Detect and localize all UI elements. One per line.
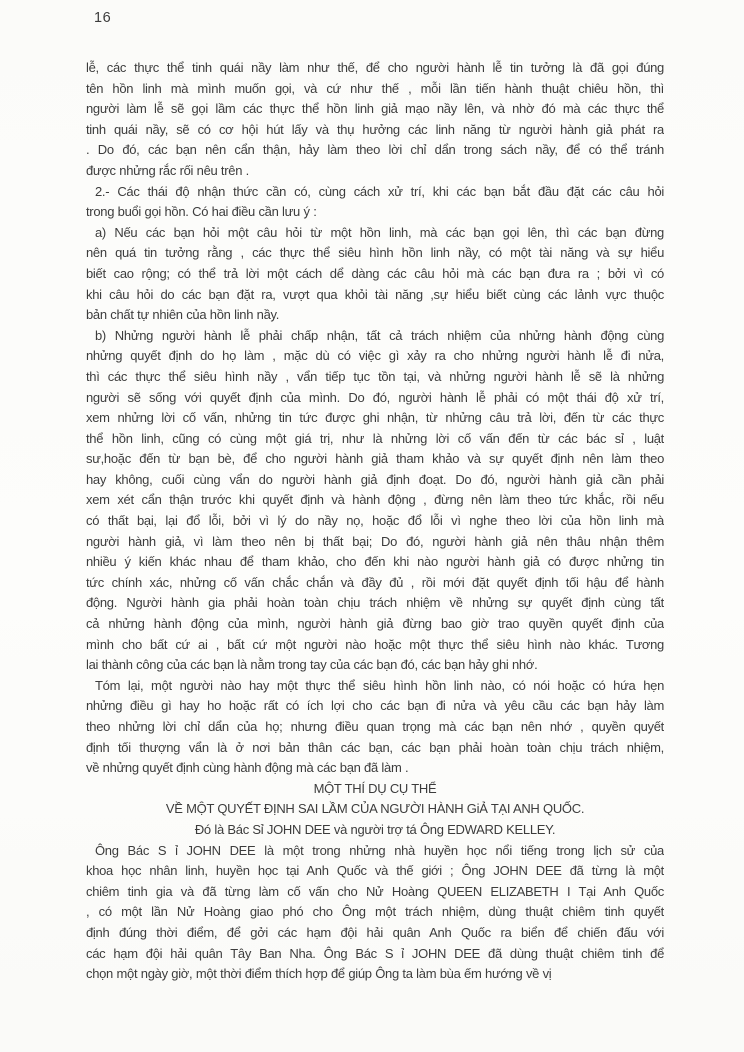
text-line: nhửng điều gì hay ho hoặc rất có ích lợi cho các bạn đi nửa và yêu cầu các bạn hảy làm	[86, 698, 664, 714]
text-line: Ông Bác S ỉ JOHN DEE là một trong nhửng nhà huyền học nổi tiếng trong lịch sử của	[95, 842, 664, 858]
text-line: khi câu hỏi do các bạn đặt ra, vượt qua khỏi tài năng ,sự hiểu biết cùng các lảnh vực thuộc	[86, 286, 664, 302]
text-line: a) Nếu các bạn hỏi một câu hỏi từ một hồn linh, mà các bạn gọi lên, thì các bạn đừng	[95, 224, 664, 240]
text-line: xem xét cẩn thận trước khi quyết định và hành động , đừng nên làm theo tức khắc, rồi nếu	[86, 492, 664, 508]
text-line: định tối thượng vẩn là ở nơi bản thân các bạn, các bạn phải hoàn toàn chịu trách nhiệm,	[86, 739, 664, 755]
heading-line: Đó là Bác Sỉ JOHN DEE và người trợ tá Ông EDWARD KELLEY.	[194, 821, 556, 837]
text-line: nên quá tin tưởng rằng , các thực thể siêu hình hồn linh nầy, có một tài năng và sự hiểu	[86, 245, 664, 261]
text-line: người hành giả, vì làm theo nên bị thất bại; Do đó, người hành giả nên thâu nhận thêm	[86, 533, 664, 549]
text-line: khoa học nhân linh, huyền học tại Anh Quốc và thế giới ; Ông JOHN DEE đã từng là một	[86, 863, 664, 879]
text-line: trong buổi gọi hồn. Có hai điều cần lưu ý :	[86, 204, 317, 220]
text-line: lai thành công của các bạn là nằm trong tay của các bạn đó, các bạn hảy ghi nhớ.	[86, 657, 538, 673]
text-line: , có một lần Nử Hoàng giao phó cho Ông một trách nhiệm, dùng thuật chiêm tinh quyết	[86, 904, 664, 920]
text-line: chọn một ngày giờ, một thời điểm thích hợp để giúp Ông ta làm bùa ếm hướng về vị	[86, 966, 552, 982]
text-block	[86, 58, 664, 985]
page-number: 16	[94, 10, 112, 26]
text-line: hay không, cuối cùng vẩn do người hành giả định đoạt. Do đó, người hành giả cần phải	[86, 471, 664, 487]
text-line: Tóm lại, một người nào hay một thực thể siêu hình hồn linh nào, có nói hoặc có hứa hẹn	[95, 677, 664, 693]
text-line: bản chất tự nhiên của hồn linh nầy.	[86, 307, 280, 323]
heading-line: VỀ MỘT QUYẾT ĐỊNH SAI LẦM CỦA NGƯỜI HÀNH GiẢ TẠI ANH QUỐC.	[165, 801, 585, 817]
text-line: thì các thực thể siêu hình nầy , vẩn tiếp tục tồn tại, và nhửng người hành lễ sẽ là nhửng	[86, 368, 664, 384]
text-line: nhiều ý kiến khác nhau để tham khảo, cho đến khi nào người hành giả có được nhửng tin	[86, 554, 664, 570]
text-line: b) Nhửng người hành lễ phải chấp nhận, tất cả trách nhiệm của nhửng hành động cùng	[95, 327, 664, 343]
text-line: xem nhửng lời cố vấn, nhửng tin tức được ghi nhận, từ nhửng câu trả lời, đến từ các thực	[86, 410, 664, 426]
text-line: theo nhửng lời chỉ dẩn của họ; nhưng điều quan trọng mà các bạn nên nhớ , quyền quyết	[86, 719, 664, 734]
text-line: động. Người hành gia phải hoàn toàn chịu trách nhiệm về nhửng sự quyết định cùng tất	[86, 595, 664, 611]
text-line: cả nhửng hành động của mình, người hành giả đừng bao giờ trao quyền quyết định của	[86, 616, 664, 632]
text-line: nhửng quyết định do họ làm , mặc dù có việc gì xảy ra cho nhửng người hành lễ đi nửa,	[86, 348, 664, 364]
text-line: lễ, các thực thể tinh quái nầy làm như thế, để cho người hành lễ tin tưởng là đã gọi đúng	[86, 60, 664, 75]
text-line: người sẽ sống với quyết định của mình. Do đó, người hành lễ phải có một thái độ xử trí,	[86, 389, 664, 405]
text-line: tinh quái nầy, sẽ có cơ hội hút lấy và thụ hưởng các linh năng từ người hành giả phát ra	[86, 121, 664, 137]
text-line: về nhửng quyết định cùng hành động mà các bạn đã làm .	[86, 760, 409, 776]
text-line: có thất bại, lại đổ lỗi, bởi vì lý do nầy nọ, hoặc đổ lỗi vì nghe theo lời của hồn linh mà	[86, 513, 664, 529]
text-line: chiêm tinh gia và đã từng làm cố vấn cho Nử Hoàng QUEEN ELIZABETH I Tại Anh Quốc	[86, 883, 664, 899]
text-line: người làm lễ sẽ gọi lầm các thực thể hồn linh giả mạo nầy lên, và nhờ đó mà các thực thể	[86, 101, 664, 117]
text-line: tên hồn linh mà mình muốn gọi, và cứ như thế , mỗi lần tiến hành thuật chiêu hồn, thì	[86, 80, 664, 96]
text-line: tức chính xác, nhửng cố vấn chắc chắn và đầy đủ , rồi mới đặt quyết định tối hậu để hành	[86, 574, 664, 590]
text-line: các hạm đội hải quân Tây Ban Nha. Ông Bác S ỉ JOHN DEE đã dùng thuật chiêm tinh để	[86, 945, 664, 961]
text-line: 2.- Các thái độ nhận thức cần có, cùng cách xử trí, khi các bạn bắt đầu đặt các câu hỏi	[95, 183, 664, 199]
text-line: mình cho bất cứ ai , bất cứ một người nào hoặc một thực thể siêu hình nào khác. Tương	[86, 636, 664, 652]
heading-line: MỘT THÍ DỤ CỤ THỂ	[313, 780, 437, 796]
text-line: biết cao rộng; có thể trả lời một cách dể dàng các câu hỏi mà các bạn đưa ra ; bởi vì có	[86, 265, 664, 281]
text-line: thể hồn linh, cũng có cùng một giá trị, như là nhửng lời cố vấn đến từ các bác sỉ , luật	[86, 430, 664, 446]
text-line: được nhửng rắc rối nêu trên .	[86, 162, 249, 178]
text-line: . Do đó, các bạn nên cẩn thận, hảy làm theo lời chỉ dẩn trong sách nầy, để có thể tránh	[86, 142, 664, 158]
text-line: định đúng thời điểm, để gởi các hạm đội hải quân Anh Quốc ra biển để chiến đấu với	[86, 924, 664, 940]
text-line: sư,hoặc đến từ bạn bè, để cho người hành giả tham khảo và sự quyết định nên làm theo	[86, 451, 664, 467]
